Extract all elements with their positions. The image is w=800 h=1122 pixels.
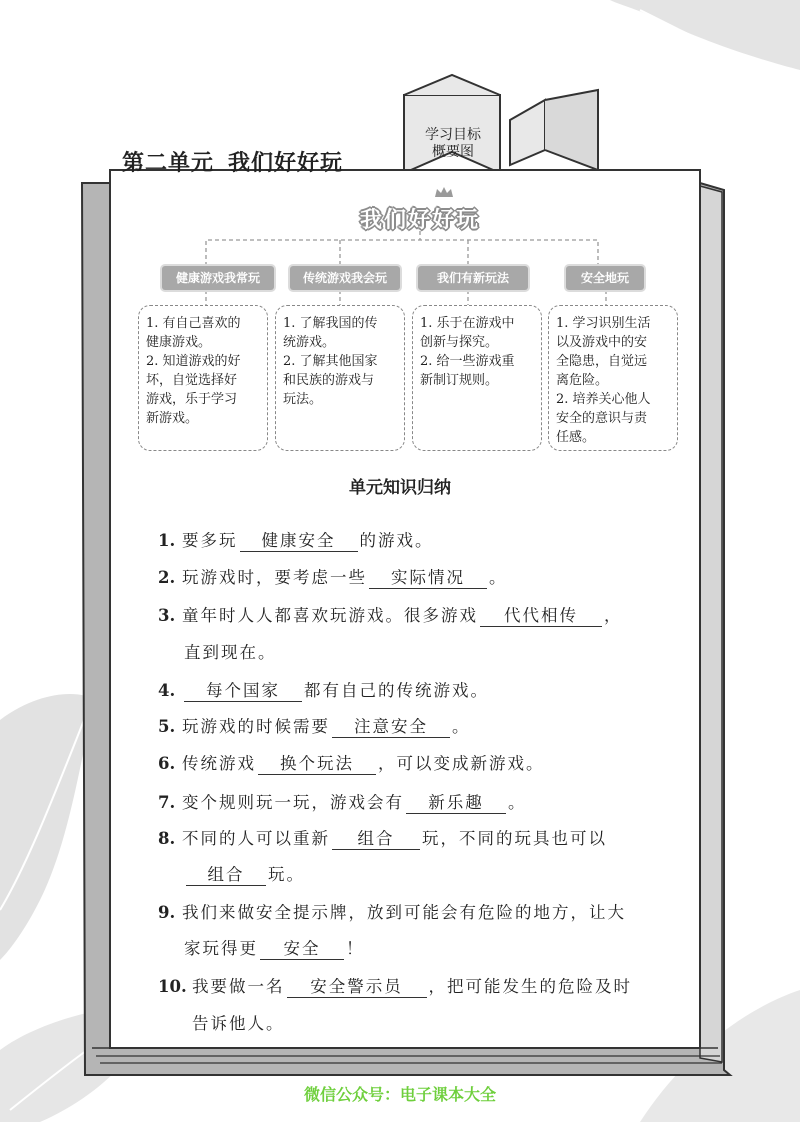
answer-blank: 健康安全 <box>240 531 358 552</box>
question-1 <box>158 530 434 552</box>
branch-box-safety <box>548 305 678 451</box>
question-3 <box>158 605 623 627</box>
branch-text: 1. 乐于在游戏中 <box>420 316 515 331</box>
question-text: 。 <box>452 717 471 736</box>
question-number: 4. <box>158 681 176 700</box>
question-text: ！ <box>346 939 365 958</box>
branch-text: 1. 有自己喜欢的 <box>146 316 241 331</box>
answer-blank: 组合 <box>186 865 266 886</box>
bookmark-ribbon-2 <box>510 100 545 165</box>
question-number: 2. <box>158 568 176 587</box>
question-10 <box>158 976 632 998</box>
question-number: 3. <box>158 606 176 625</box>
branch-text: 新制订规则。 <box>420 373 499 388</box>
branch-text: 统游戏。 <box>283 335 336 350</box>
answer-blank: 换个玩法 <box>258 754 376 775</box>
question-text: ，可以变成新游戏。 <box>378 754 545 773</box>
branch-box-healthy <box>138 305 268 451</box>
question-8-line-2 <box>184 864 305 886</box>
branch-text: 健康游戏。 <box>146 335 212 350</box>
question-2 <box>158 567 508 589</box>
branch-text: 2. 给一些游戏重 <box>420 354 515 369</box>
question-text: 玩游戏的时候需要 <box>182 717 330 736</box>
branch-text: 玩法。 <box>283 392 323 407</box>
answer-blank: 注意安全 <box>332 717 450 738</box>
branch-text: 安全的意识与责 <box>556 411 648 426</box>
question-3-line-2: 直到现在。 <box>184 643 277 662</box>
branch-text: 创新与探究。 <box>420 335 499 350</box>
leaf-left <box>0 694 95 960</box>
question-text: 玩，不同的玩具也可以 <box>422 829 607 848</box>
branch-box-new <box>412 305 542 451</box>
question-7 <box>158 792 527 814</box>
question-text: 玩。 <box>268 865 305 884</box>
question-text: 。 <box>489 568 508 587</box>
question-number: 6. <box>158 754 176 773</box>
question-text: 要多玩 <box>182 531 238 550</box>
summary-title: 单元知识归纳 <box>349 478 451 498</box>
branch-box-traditional <box>275 305 405 451</box>
unit-name: 我们好好玩 <box>228 150 344 176</box>
question-text: 传统游戏 <box>182 754 256 773</box>
answer-blank: 新乐趣 <box>406 793 506 814</box>
branch-tag-healthy: 健康游戏我常玩 <box>162 266 274 290</box>
footer-watermark: 微信公众号：电子课本大全 <box>303 1085 496 1104</box>
branch-text: 新游戏。 <box>146 411 199 426</box>
mindmap-title: 我们好好玩 <box>359 208 480 233</box>
question-number: 1. <box>158 531 176 550</box>
question-text: 我要做一名 <box>192 977 285 996</box>
branch-tag-new: 我们有新玩法 <box>418 266 528 290</box>
branch-tag-safety: 安全地玩 <box>566 266 644 290</box>
question-number: 10. <box>158 977 187 996</box>
branch-text: 1. 了解我国的传 <box>283 316 378 331</box>
question-text: 都有自己的传统游戏。 <box>304 681 489 700</box>
branch-text: 2. 了解其他国家 <box>283 354 378 369</box>
question-text: 家玩得更 <box>184 939 258 958</box>
question-text: 变个规则玩一玩，游戏会有 <box>182 793 404 812</box>
question-text: ， <box>604 606 623 625</box>
question-10-line-2: 告诉他人。 <box>192 1014 285 1033</box>
branch-text: 任感。 <box>556 430 596 445</box>
branch-text: 游戏，乐于学习 <box>146 392 238 407</box>
crown-icon <box>434 186 454 198</box>
question-text: 。 <box>508 793 527 812</box>
leaf-top-right <box>610 0 800 70</box>
question-number: 5. <box>158 717 176 736</box>
answer-blank: 组合 <box>332 829 420 850</box>
question-4 <box>158 680 489 702</box>
question-6 <box>158 753 545 775</box>
answer-blank: 安全 <box>260 939 344 960</box>
question-text: 我们来做安全提示牌，放到可能会有危险的地方，让大 <box>182 903 626 922</box>
bookmark-line-2: 概要图 <box>432 144 474 160</box>
answer-blank: 安全警示员 <box>287 977 427 998</box>
unit-number: 第二单元 <box>122 150 215 176</box>
question-number: 7. <box>158 793 176 812</box>
question-9 <box>158 902 626 924</box>
unit-title <box>122 146 357 177</box>
question-text: 玩游戏时，要考虑一些 <box>182 568 367 587</box>
branch-tag-traditional: 传统游戏我会玩 <box>290 266 400 290</box>
answer-blank: 每个国家 <box>184 681 302 702</box>
branch-text: 2. 培养关心他人 <box>556 392 651 407</box>
branch-text: 2. 知道游戏的好 <box>146 354 241 369</box>
answer-blank: 实际情况 <box>369 568 487 589</box>
question-number: 8. <box>158 829 176 848</box>
question-5 <box>158 716 471 738</box>
branch-text: 和民族的游戏与 <box>283 373 375 388</box>
branch-text: 1. 学习识别生活 <box>556 316 651 331</box>
branch-text: 以及游戏中的安 <box>556 335 648 350</box>
branch-text: 离危险。 <box>556 373 609 388</box>
question-text: 童年时人人都喜欢玩游戏。很多游戏 <box>182 606 478 625</box>
question-text: 不同的人可以重新 <box>182 829 330 848</box>
question-9-line-2 <box>184 938 365 960</box>
bookmark-line-1: 学习目标 <box>425 127 481 143</box>
bookmark-label <box>412 127 494 161</box>
question-8 <box>158 828 607 850</box>
question-text: ，把可能发生的危险及时 <box>428 977 632 996</box>
answer-blank: 代代相传 <box>480 606 602 627</box>
question-number: 9. <box>158 903 176 922</box>
branch-text: 全隐患，自觉远 <box>556 354 648 369</box>
branch-text: 坏，自觉选择好 <box>146 373 238 388</box>
question-text: 的游戏。 <box>359 531 434 550</box>
